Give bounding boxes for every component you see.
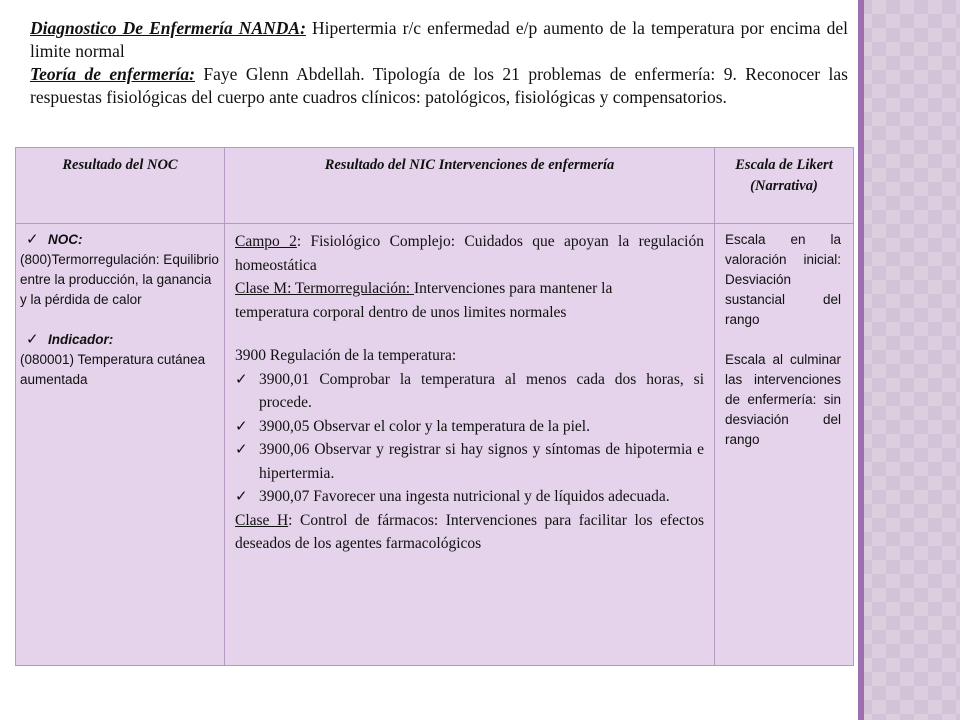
checkmark-icon: ✓ [235,418,248,435]
intervention-text: 3900,05 Observar el color y la temperatura de la piel. [259,417,590,435]
campo-line [235,230,704,277]
intervention-text: 3900,01 Comprobar la temperatura al menos cada dos horas, si procede. [259,370,704,411]
clase-m-line-2: temperatura corporal dentro de unos limites normales [235,303,567,321]
theory-text: Faye Glenn Abdellah. Tipología de los 21 problemas de enfermería: 9. Reconocer las respuestas fisiológicas del cuerpo ante cuadros clínicos: patológicos, fisiológicas y compensatorios. [30,64,848,107]
campo-text: : Fisiológico Complejo: Cuidados que apoyan la regulación homeostática [235,233,704,274]
table-header-row [16,148,854,224]
indicator-text: (080001) Temperatura cutánea aumentada [20,352,206,387]
header-likert: Escala de Likert (Narrativa) [715,148,854,224]
list-item [235,485,704,509]
spacer [20,310,220,330]
checkmark-icon: ✓ [26,331,39,348]
theory-paragraph [30,63,848,109]
clase-m-label: Clase M: Termorregulación: [235,280,414,297]
decorative-side-band [858,0,960,720]
noc-item [24,230,220,250]
spacer [235,324,704,344]
diagnosis-label: Diagnostico De Enfermería NANDA: [30,18,306,38]
campo-label: Campo 2 [235,233,297,250]
diagnosis-paragraph [30,17,848,63]
spacer [725,330,841,350]
indicator-item [24,330,220,350]
header-nic: Resultado del NIC Intervenciones de enfermería [225,148,715,224]
indicator-label: Indicador: [48,332,114,347]
list-item [235,368,704,415]
noc-label: NOC: [48,232,83,247]
checkmark-icon: ✓ [26,231,39,248]
intervention-text: 3900,07 Favorecer una ingesta nutricional y de líquidos adecuada. [259,488,670,505]
document-header [30,17,848,109]
care-plan-table-wrapper [15,147,853,666]
clase-h-text: : Control de fármacos: Intervenciones para facilitar los efectos deseados de los agentes farmacológicos [235,511,704,552]
intervention-text: 3900,06 Observar y registrar si hay signos y síntomas de hipotermia e hipertermia. [259,441,704,482]
clase-h-line [235,509,704,556]
intervention-list [235,368,704,509]
nic-cell [225,224,715,666]
clase-m-line [235,277,704,301]
list-item [235,415,704,439]
clase-h-label: Clase H [235,511,289,529]
checkmark-icon: ✓ [235,489,248,505]
list-item [235,438,704,485]
checkmark-icon: ✓ [235,442,248,458]
regulation-title: 3900 Regulación de la temperatura: [235,347,457,364]
likert-initial: Escala en la valoración inicial: Desviación sustancial del rango [725,232,841,327]
care-plan-table [15,147,854,666]
checkmark-icon: ✓ [235,371,248,388]
noc-text: (800)Termorregulación: Equilibrio entre la producción, la ganancia y la pérdida de calor [20,252,219,307]
header-noc: Resultado del NOC [16,148,225,224]
noc-cell [16,224,225,666]
clase-m-text: Intervenciones para mantener la [413,280,613,297]
table-row [16,224,854,666]
theory-label: Teoría de enfermería: [30,64,195,84]
likert-cell [715,224,854,666]
diagnosis-text: Hipertermia r/c enfermedad e/p aumento de la temperatura por encima del limite normal [30,18,849,61]
likert-final: Escala al culminar las intervenciones de enfermería: sin desviación del rango [725,352,841,447]
